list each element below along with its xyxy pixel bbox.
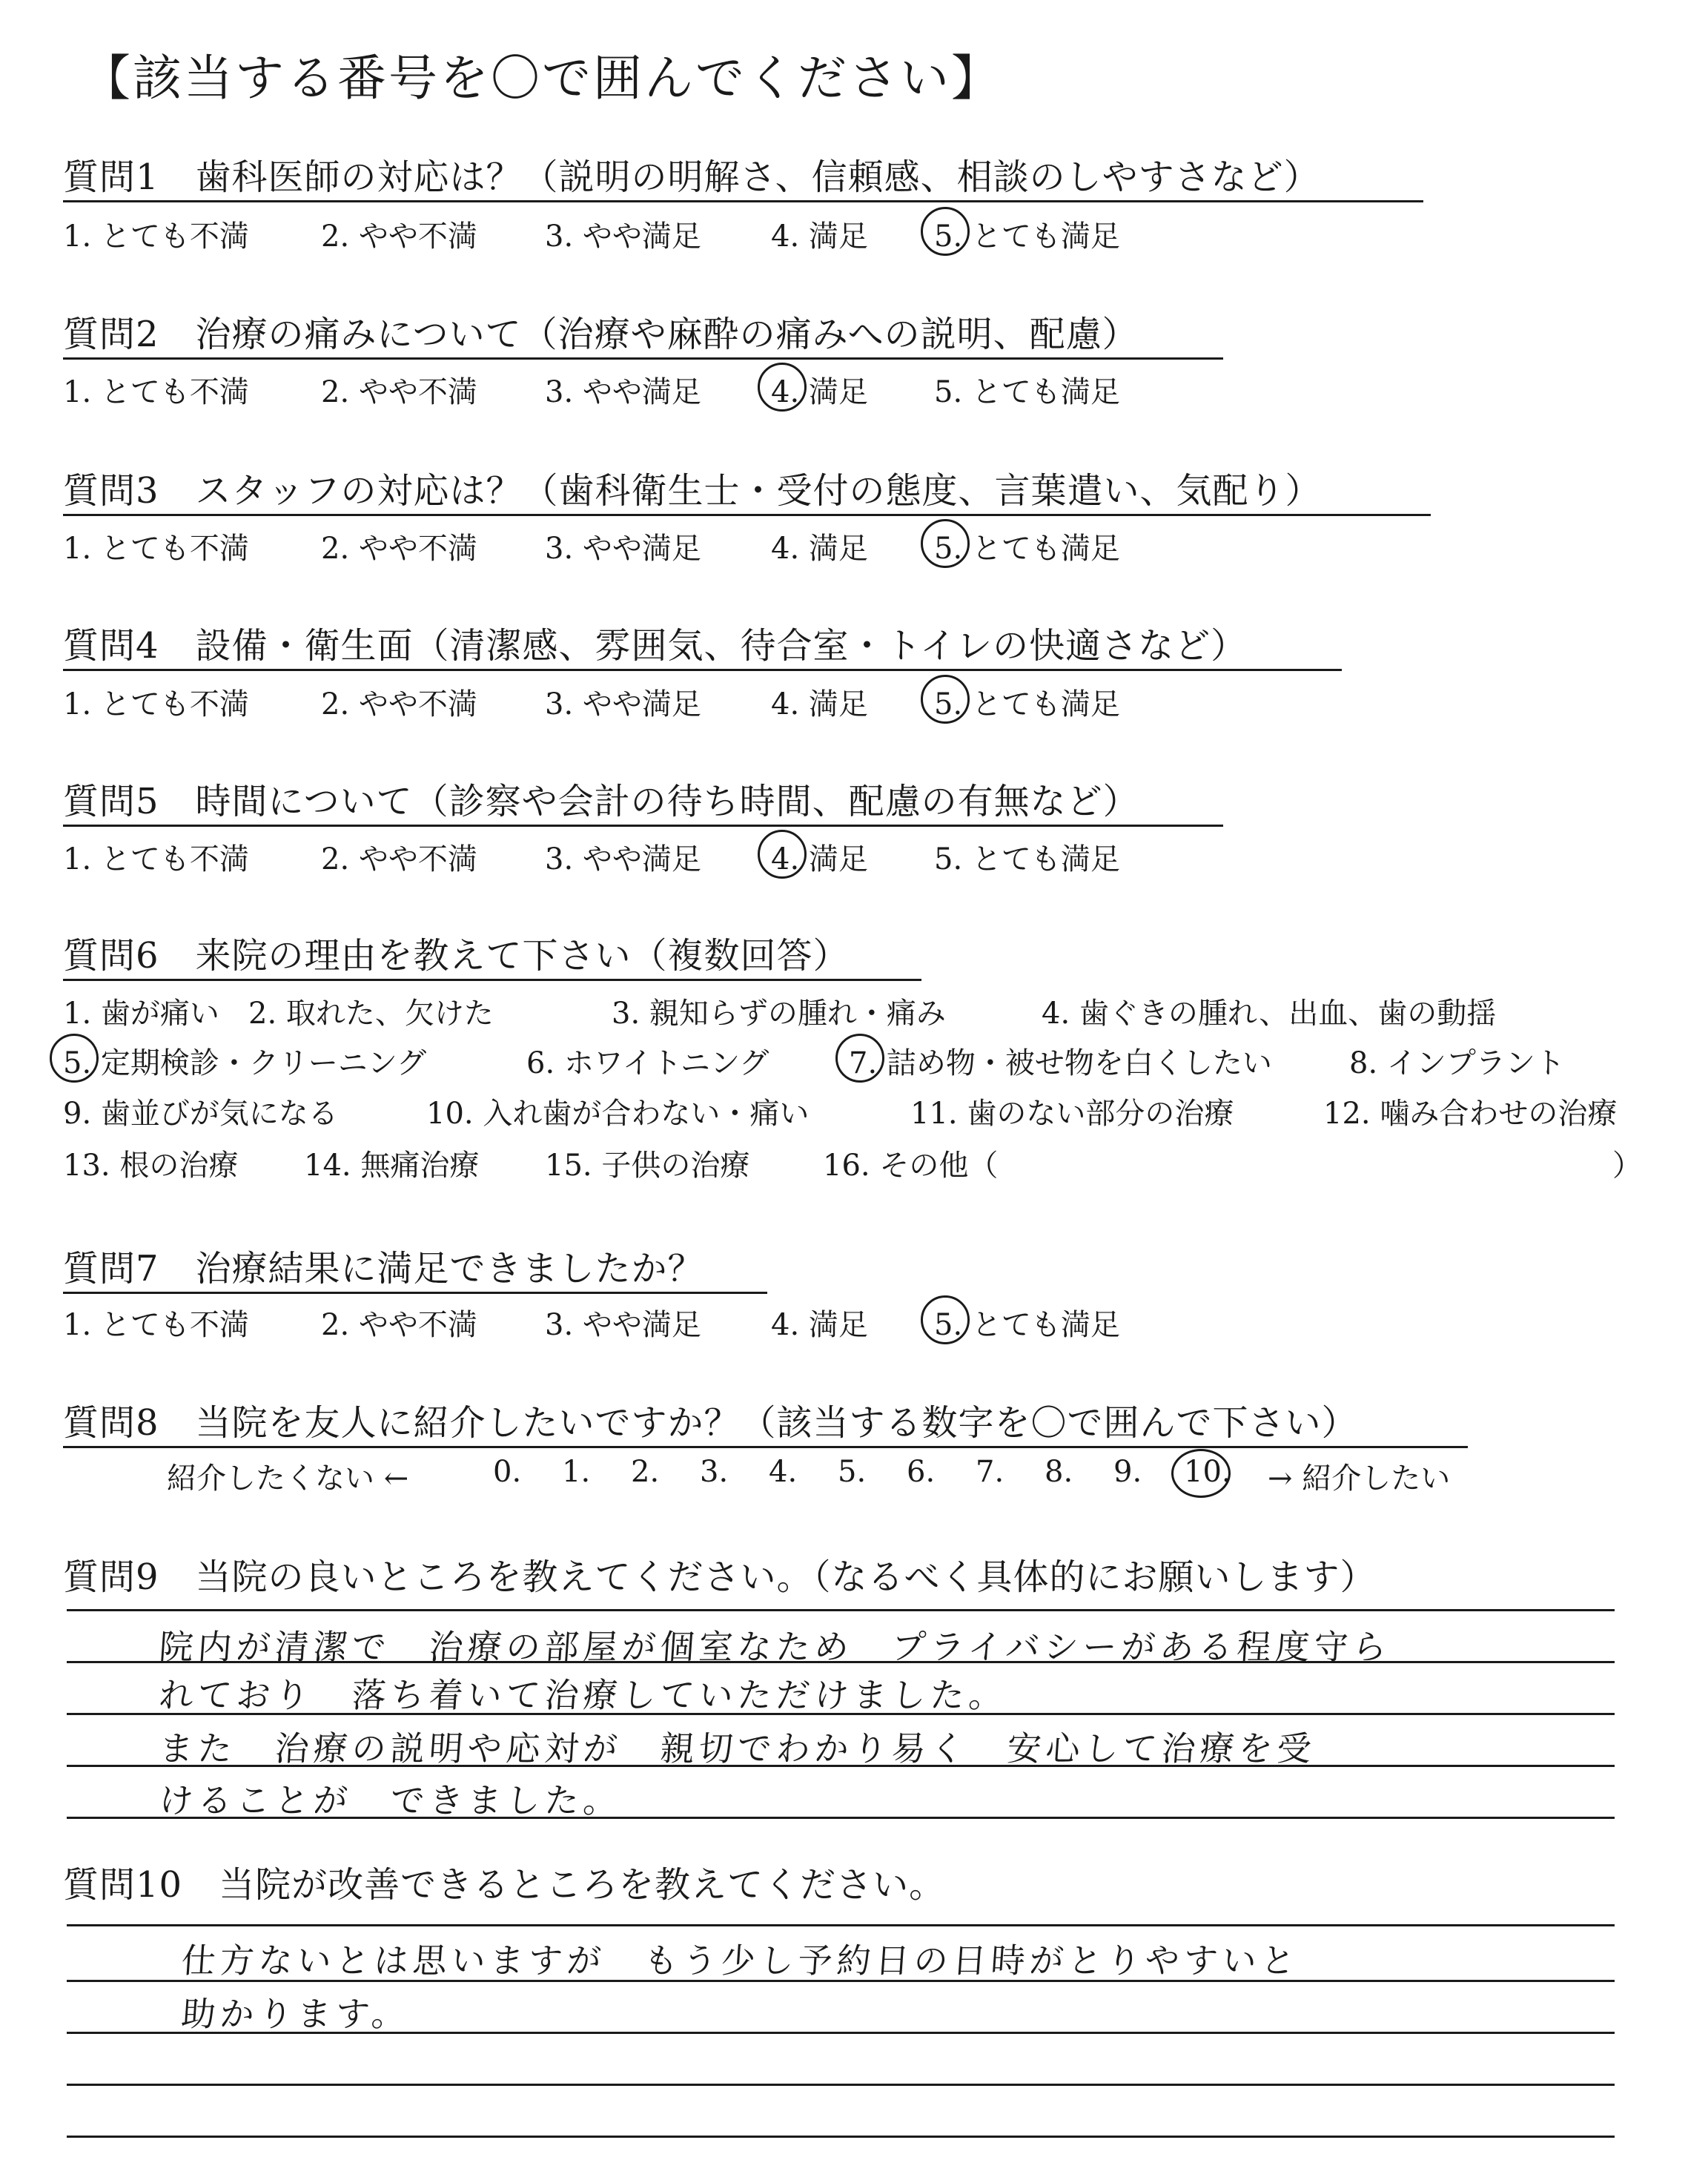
q6-option-2[interactable]: 2. 取れた、欠けた	[248, 997, 494, 1031]
question-3-underline	[63, 514, 1431, 516]
q10-answer-rule-4	[67, 2084, 1615, 2086]
question-5-underline	[63, 825, 1223, 827]
q6-option-13[interactable]: 13. 根の治療	[63, 1149, 239, 1183]
q8-option-6[interactable]: 6.	[907, 1455, 936, 1489]
q1-option-4[interactable]: 4. 満足	[771, 219, 868, 254]
q5-option-5[interactable]: 5. とても満足	[934, 842, 1120, 876]
question-7-underline	[63, 1292, 767, 1294]
q9-answer-line-2: れており 落ち着いて治療していただけました。	[157, 1675, 1009, 1715]
q6-option-9[interactable]: 9. 歯並びが気になる	[63, 1097, 338, 1131]
q9-answer-line-4: けることが できました。	[157, 1780, 623, 1820]
q6-option-7-selected[interactable]: 7. 詰め物・被せ物を白くしたい	[849, 1040, 1272, 1082]
q6-option-11[interactable]: 11. 歯のない部分の治療	[910, 1097, 1234, 1131]
q3-option-5-selected[interactable]: 5. とても満足	[934, 525, 1120, 567]
question-2-title: 質問2 治療の痛みについて（治療や麻酔の痛みへの説明、配慮）	[63, 314, 1139, 355]
q7-option-1[interactable]: 1. とても不満	[63, 1308, 249, 1342]
q10-answer-rule-1	[67, 1924, 1615, 1926]
question-2-underline	[63, 357, 1223, 360]
q6-other-close-paren: ）	[1612, 1149, 1642, 1183]
question-6-title: 質問6 来院の理由を教えて下さい（複数回答）	[63, 935, 850, 977]
q6-option-3[interactable]: 3. 親知らずの腫れ・痛み	[612, 997, 946, 1031]
q10-answer-line-1: 仕方ないとは思いますが もう少し予約日の日時がとりやすいと	[179, 1941, 1301, 1981]
instruction-heading: 【該当する番号を〇で囲んでください】	[82, 50, 1002, 107]
q3-option-2[interactable]: 2. やや不満	[321, 532, 477, 566]
q8-option-10-selected[interactable]: 10.	[1184, 1455, 1231, 1489]
question-1-title: 質問1 歯科医師の対応は？（説明の明解さ、信頼感、相談のしやすさなど）	[63, 156, 1320, 198]
q4-option-4[interactable]: 4. 満足	[771, 687, 868, 721]
q8-option-0[interactable]: 0.	[493, 1455, 522, 1489]
question-8-title: 質問8 当院を友人に紹介したいですか？（該当する数字を〇で囲んで下さい）	[63, 1402, 1358, 1444]
q2-option-5[interactable]: 5. とても満足	[934, 375, 1120, 409]
q4-option-2[interactable]: 2. やや不満	[321, 687, 477, 721]
q7-option-2[interactable]: 2. やや不満	[321, 1308, 477, 1342]
q7-option-4[interactable]: 4. 満足	[771, 1308, 868, 1342]
question-6-underline	[63, 979, 921, 981]
q2-option-3[interactable]: 3. やや満足	[545, 375, 701, 409]
q1-option-5-selected[interactable]: 5. とても満足	[934, 213, 1120, 255]
q4-option-5-selected[interactable]: 5. とても満足	[934, 681, 1120, 723]
q6-option-1[interactable]: 1. 歯が痛い	[63, 997, 219, 1031]
q6-option-6[interactable]: 6. ホワイトニング	[526, 1046, 769, 1080]
q8-option-1[interactable]: 1.	[562, 1455, 591, 1489]
q5-option-3[interactable]: 3. やや満足	[545, 842, 701, 876]
q6-option-4[interactable]: 4. 歯ぐきの腫れ、出血、歯の動揺	[1042, 997, 1497, 1031]
question-8-underline	[63, 1446, 1468, 1448]
q6-option-14[interactable]: 14. 無痛治療	[304, 1149, 480, 1183]
q10-answer-line-2: 助かります。	[179, 1994, 412, 2034]
q8-option-7[interactable]: 7.	[976, 1455, 1004, 1489]
q6-option-8[interactable]: 8. インプラント	[1349, 1046, 1565, 1080]
q10-answer-rule-5	[67, 2136, 1615, 2138]
question-10-title: 質問10 当院が改善できるところを教えてください。	[63, 1864, 946, 1906]
q8-option-4[interactable]: 4.	[769, 1455, 798, 1489]
q1-option-3[interactable]: 3. やや満足	[545, 219, 701, 254]
q9-answer-line-1: 院内が清潔で 治療の部屋が個室なため プライバシーがある程度守ら	[157, 1627, 1393, 1667]
question-3-title: 質問3 スタッフの対応は？（歯科衛生士・受付の態度、言葉遣い、気配り）	[63, 470, 1322, 512]
q4-option-1[interactable]: 1. とても不満	[63, 687, 249, 721]
q6-option-10[interactable]: 10. 入れ歯が合わない・痛い	[426, 1097, 810, 1131]
question-1-underline	[63, 200, 1423, 202]
question-7-title: 質問7 治療結果に満足できましたか？	[63, 1248, 704, 1289]
q5-option-2[interactable]: 2. やや不満	[321, 842, 477, 876]
q1-option-2[interactable]: 2. やや不満	[321, 219, 477, 254]
q3-option-4[interactable]: 4. 満足	[771, 532, 868, 566]
q6-option-12[interactable]: 12. 噛み合わせの治療	[1323, 1097, 1618, 1131]
q3-option-3[interactable]: 3. やや満足	[545, 532, 701, 566]
question-4-underline	[63, 669, 1342, 671]
q7-option-5-selected[interactable]: 5. とても満足	[934, 1301, 1120, 1344]
q7-option-3[interactable]: 3. やや満足	[545, 1308, 701, 1342]
q8-option-8[interactable]: 8.	[1045, 1455, 1073, 1489]
q5-option-4-selected[interactable]: 4. 満足	[771, 836, 868, 878]
q6-option-15[interactable]: 15. 子供の治療	[545, 1149, 750, 1183]
q6-option-5-selected[interactable]: 5. 定期検診・クリーニング	[63, 1040, 426, 1082]
q2-option-2[interactable]: 2. やや不満	[321, 375, 477, 409]
q8-option-9[interactable]: 9.	[1113, 1455, 1142, 1489]
q8-left-label: 紹介したくない ←	[167, 1462, 409, 1496]
q4-option-3[interactable]: 3. やや満足	[545, 687, 701, 721]
question-5-title: 質問5 時間について（診察や会計の待ち時間、配慮の有無など）	[63, 781, 1139, 822]
q1-option-1[interactable]: 1. とても不満	[63, 219, 249, 254]
q5-option-1[interactable]: 1. とても不満	[63, 842, 249, 876]
q8-right-label: → 紹介したい	[1268, 1462, 1451, 1496]
q9-answer-line-3: また 治療の説明や応対が 親切でわかり易く 安心して治療を受	[157, 1728, 1317, 1768]
question-9-title: 質問9 当院の良いところを教えてください。（なるべく具体的にお願いします）	[63, 1556, 1377, 1598]
q8-option-2[interactable]: 2.	[631, 1455, 660, 1489]
q8-option-5[interactable]: 5.	[838, 1455, 867, 1489]
question-4-title: 質問4 設備・衛生面（清潔感、雰囲気、待合室・トイレの快適さなど）	[63, 625, 1248, 667]
q2-option-1[interactable]: 1. とても不満	[63, 375, 249, 409]
q3-option-1[interactable]: 1. とても不満	[63, 532, 249, 566]
q9-answer-rule-1	[67, 1609, 1615, 1611]
q2-option-4-selected[interactable]: 4. 満足	[771, 369, 868, 411]
q8-option-3[interactable]: 3.	[700, 1455, 729, 1489]
q6-option-16[interactable]: 16. その他（	[823, 1149, 999, 1183]
